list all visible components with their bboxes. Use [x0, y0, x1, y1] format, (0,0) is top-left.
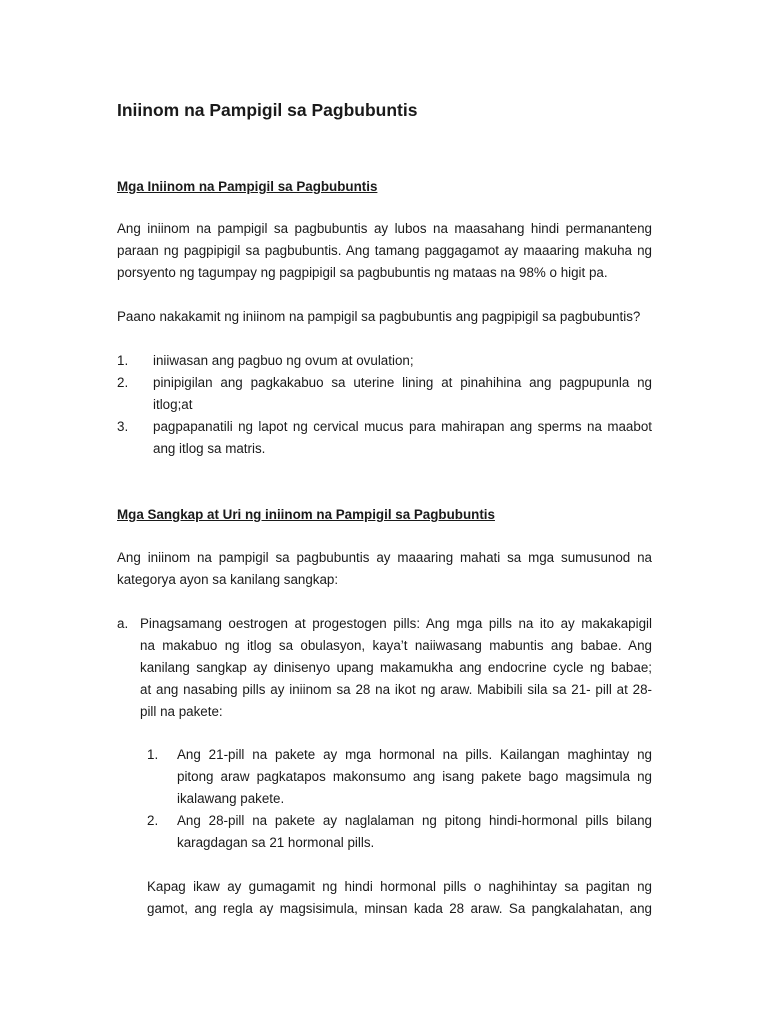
list-line: ang itlog sa matris.	[153, 441, 266, 456]
list-item-text	[153, 350, 652, 372]
sub-list-text	[177, 744, 652, 810]
item-line: kanilang sangkap ay dinisenyo upang makamukha ang endocrine cycle ng babae;	[140, 660, 652, 675]
paragraph-line: porsyento ng tagumpay ng pagpipigil sa pagbubuntis ng mataas na 98% o higit pa.	[117, 265, 608, 280]
paragraph-line: paraan ng pagpipigil sa pagbubuntis. Ang tamang paggagamot ay maaaring makuha ng	[117, 243, 652, 258]
paragraph-line: Ang iniinom na pampigil sa pagbubuntis ay lubos na maasahang hindi permananteng	[117, 221, 652, 236]
list-item-text	[153, 416, 652, 460]
sub-list-line: pitong araw pagkatapos makonsumo ang isang pakete bago magsimula ng	[177, 769, 652, 784]
closing-paragraph	[147, 876, 652, 920]
paragraph-line: kategorya ayon sa kanilang sangkap:	[117, 572, 339, 587]
list-line: itlog;at	[153, 397, 193, 412]
item-line: Pinagsamang oestrogen at progestogen pills: Ang mga pills na ito ay makakapigil	[140, 616, 652, 631]
list-line: pagpapanatili ng lapot ng cervical mucus para mahirapan ang sperms na maabot	[153, 419, 652, 434]
list-line: iniiwasan ang pagbuo ng ovum at ovulation;	[153, 353, 414, 368]
list-number: 3.	[117, 419, 129, 434]
sub-list-line: Ang 28-pill na pakete ay naglalaman ng pitong hindi-hormonal pills bilang	[177, 813, 652, 828]
question-paragraph	[117, 306, 652, 328]
sub-list-number: 1.	[147, 747, 159, 762]
sub-list-line: karagdagan sa 21 hormonal pills.	[177, 835, 375, 850]
document-title: Iniinom na Pampigil sa Pagbubuntis	[117, 100, 418, 120]
lettered-item-text	[140, 613, 652, 723]
sub-list-line: Ang 21-pill na pakete ay mga hormonal na pills. Kailangan maghintay ng	[177, 747, 652, 762]
paragraph-line: gamot, ang regla ay magsisimula, minsan kada 28 araw. Sa pangkalahatan, ang	[147, 901, 652, 916]
sub-list-line: ikalawang pakete.	[177, 791, 285, 806]
paragraph-line: Ang iniinom na pampigil sa pagbubuntis ay maaaring mahati sa mga sumusunod na	[117, 550, 652, 565]
sub-list-number: 2.	[147, 813, 159, 828]
item-line: na makabuo ng itlog sa obulasyon, kaya’t naiiwasang mabuntis ang babae. Ang	[140, 638, 652, 653]
categories-paragraph	[117, 547, 652, 591]
list-number: 1.	[117, 353, 129, 368]
sub-list-text	[177, 810, 652, 854]
list-number: 2.	[117, 375, 129, 390]
section-heading-pills: Mga Iniinom na Pampigil sa Pagbubuntis	[117, 179, 378, 194]
paragraph-line: Kapag ikaw ay gumagamit ng hindi hormonal pills o naghihintay sa pagitan ng	[147, 879, 652, 894]
list-line: pinipigilan ang pagkakabuo sa uterine lining at pinahihina ang pagpupunla ng	[153, 375, 652, 390]
item-letter: a.	[117, 616, 129, 631]
item-line: pill na pakete:	[140, 704, 223, 719]
paragraph-line: Paano nakakamit ng iniinom na pampigil sa pagbubuntis ang pagpipigil sa pagbubuntis?	[117, 309, 641, 324]
intro-paragraph	[117, 218, 652, 284]
section-heading-ingredients: Mga Sangkap at Uri ng iniinom na Pampigil sa Pagbubuntis	[117, 507, 495, 522]
list-item-text	[153, 372, 652, 416]
item-line: at ang nasabing pills ay iniinom sa 28 na ikot ng araw. Mabibili sila sa 21- pill at 28-	[140, 682, 652, 697]
